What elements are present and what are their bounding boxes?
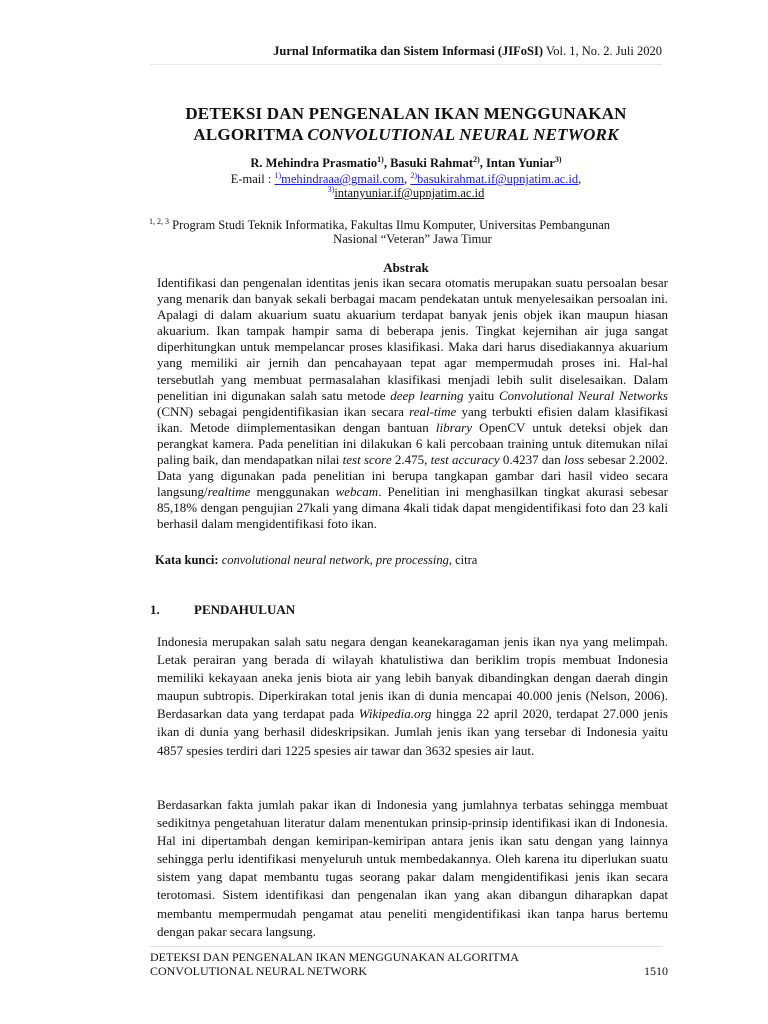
abstract-italic: realtime bbox=[207, 484, 251, 500]
header-divider bbox=[150, 64, 662, 65]
abstract-italic: test accuracy bbox=[430, 452, 500, 468]
email-tail: , bbox=[578, 172, 582, 187]
title-line-2-italic: CONVOLUTIONAL NEURAL NETWORK bbox=[307, 125, 619, 144]
abstract-text: yaitu bbox=[463, 387, 499, 403]
email-sep: , bbox=[404, 172, 411, 187]
abstract-italic: Convolutional Neural Networks bbox=[498, 387, 668, 403]
title-line-2-plain: ALGORITMA bbox=[193, 125, 308, 144]
email-2-sup: 2) bbox=[410, 171, 418, 180]
author-2-sup: 2) bbox=[473, 155, 480, 164]
abstract-text: OpenCV untuk deteksi objek dan perangkat kamera. Pada penelitian ini dilakukan 6 kali percobaan training untuk ditemukan nilai paling baik, dan mendapatkan nilai bbox=[157, 419, 668, 468]
author-1-sup: 1) bbox=[377, 155, 384, 164]
keywords-tail: , citra bbox=[448, 553, 478, 567]
email-line-2 bbox=[150, 185, 662, 201]
abstract-text: yang terbukti efisien dalam klasifikasi ikan. Metode diimplementasikan dengan bantuan bbox=[157, 403, 669, 435]
section-title: PENDAHULUAN bbox=[194, 602, 296, 617]
keywords bbox=[155, 553, 675, 568]
abstract-text: 0.4237 dan bbox=[499, 452, 564, 468]
journal-volume: Vol. 1, No. 2. Juli 2020 bbox=[545, 44, 662, 58]
paragraph-text: hingga 22 april 2020, terdapat 27.000 jenis ikan di dunia yang berhasil dideskripsikan. Jumlah jenis ikan yang tersebar di Indonesia yaitu 4857 spesies terdiri dari 1225 spesies air tawar dan 3632 spesies air laut. bbox=[157, 706, 668, 758]
abstract-text: 2.475, bbox=[391, 452, 431, 468]
abstract-text: menggunakan bbox=[250, 484, 336, 500]
abstract-text: . Penelitian ini menghasilkan tingkat akurasi sebesar 85,18% dengan pengujian 27kali yang dimana 4kali tidak dapat mengidentifikasi foto dan 23 kali berhasil dalam mengidentifikasi foto ikan. bbox=[157, 484, 668, 532]
email-1-text: mehindraaa@gmail.com bbox=[281, 172, 405, 187]
author-3-sup: 3) bbox=[554, 155, 562, 164]
journal-name: Jurnal Informatika dan Sistem Informasi (JIFoSI) bbox=[273, 44, 543, 58]
page-number: 1510 bbox=[644, 964, 668, 978]
section-heading bbox=[150, 602, 295, 618]
abstract-text: Identifikasi dan pengenalan identitas jenis ikan secara otomatis merupakan suatu persoalan besar yang menarik dan banyak sekali berbagai macam pendekatan untuk menyelesaikan persoalan ini. Apalagi di dalam akuarium suatu akuarium terdapat banyak jenis objek ikan maupun hiasan akuarium. Ikan tampak hampir sama di beberapa jenis. Tingkat kejernihan air juga sangat diperhitungkan untuk mempelancar proses klasifikasi. Maka dari harus disediakannya akuarium yang memiliki air jernih dan pencahayaan tepat agar mempermudah proses ini. Hal-hal tersebutlah yang membuat permasalahan klasifikasi menjadi lebih sulit diselesaikan. Dalam penelitian ini digunakan salah satu metode bbox=[157, 275, 668, 403]
keywords-terms: convolutional neural network, pre processing bbox=[221, 553, 449, 567]
abstract-italic: loss bbox=[563, 452, 585, 468]
abstract-text: (CNN) sebagai pengidentifikasian ikan secara bbox=[157, 403, 410, 419]
paper-title bbox=[150, 103, 662, 145]
paragraph-1 bbox=[157, 633, 668, 760]
email-link-3[interactable] bbox=[328, 186, 485, 200]
author-2: , Basuki Rahmat bbox=[383, 156, 474, 171]
author-1: R. Mehindra Prasmatio bbox=[250, 156, 378, 171]
email-label: E-mail : bbox=[230, 172, 275, 187]
section-number: 1. bbox=[150, 602, 160, 617]
footer-title-line-2: CONVOLUTIONAL NEURAL NETWORK bbox=[150, 964, 368, 978]
title-line-1: DETEKSI DAN PENGENALAN IKAN MENGGUNAKAN bbox=[185, 104, 627, 123]
abstract-italic: real-time bbox=[409, 403, 457, 419]
abstract-body bbox=[157, 275, 668, 533]
paragraph-text: Indonesia merupakan salah satu negara dengan keanekaragaman jenis ikan nya yang melimpah. Letak perairan yang berada di wilayah khatulistiwa dan beriklim tropis membuat Indonesia memiliki kekayaan aneka jenis biota air yang lebih banyak dibandingkan dengan daerah dingin maupun subtropis. Diperkirakan total jenis ikan di dunia mencapai 40.000 jenis (Nelson, 2006). Berdasarkan data yang terdapat pada bbox=[157, 634, 668, 722]
author-list bbox=[150, 155, 662, 171]
author-3: , Intan Yuniar bbox=[479, 156, 555, 171]
title-line-2 bbox=[150, 124, 662, 145]
abstract-heading: Abstrak bbox=[383, 260, 429, 275]
email-1-sup: 1) bbox=[274, 171, 282, 180]
abstract-italic: deep learning bbox=[390, 387, 464, 403]
abstract-text: sebesar 2.2002. Data yang digunakan pada penelitian ini berupa tangkapan gambar dari hasil video secara langsung/ bbox=[157, 452, 668, 500]
email-3-text: intanyuniar.if@upnjatim.ac.id bbox=[334, 186, 485, 201]
affiliation-sup: 1, 2, 3 bbox=[149, 217, 169, 226]
paragraph-2: Berdasarkan fakta jumlah pakar ikan di Indonesia yang jumlahnya terbatas sehingga membuat sedikitnya pengetahuan literatur dalam menentukan prinsip-prinsip identifikasi ikan di Indonesia. Hal ini dipertambah dengan kemiripan-kemiripan antara jenis ikan satu dengan yang lainnya sehingga perlu identifikasi menyeluruh untuk membedakannya. Oleh karena itu diperlukan suatu sistem yang dapat membantu tugas seorang pakar dalam mengidentifikasi jenis ikan secara terotomasi. Sistem identifikasi dan pengenalan ikan yang akan dibangun diharapkan dapat membantu mempermudah pengamat atau peneliti mengidentifikasi ikan tanpa harus bertemu dengan pakar secara langsung. bbox=[157, 797, 668, 939]
keywords-colon: : bbox=[214, 553, 222, 567]
footer-divider bbox=[150, 946, 662, 947]
affiliation-line-2: Nasional “Veteran” Jawa Timur bbox=[333, 232, 492, 246]
abstract-italic: test score bbox=[342, 452, 392, 468]
email-2-text: basukirahmat.if@upnjatim.ac.id bbox=[417, 172, 579, 187]
affiliation-text-1: Program Studi Teknik Informatika, Fakultas Ilmu Komputer, Universitas Pembangunan bbox=[172, 218, 611, 233]
abstract-italic: library bbox=[435, 419, 472, 435]
email-3-sup: 3) bbox=[327, 185, 335, 194]
affiliation-line-1 bbox=[149, 217, 669, 233]
keywords-label: Kata kunci bbox=[155, 553, 215, 567]
paragraph-italic: Wikipedia.org bbox=[358, 706, 432, 722]
footer-title-line-1: DETEKSI DAN PENGENALAN IKAN MENGGUNAKAN ALGORITMA bbox=[150, 950, 519, 964]
running-header bbox=[150, 44, 662, 59]
abstract-italic: webcam bbox=[335, 484, 379, 500]
